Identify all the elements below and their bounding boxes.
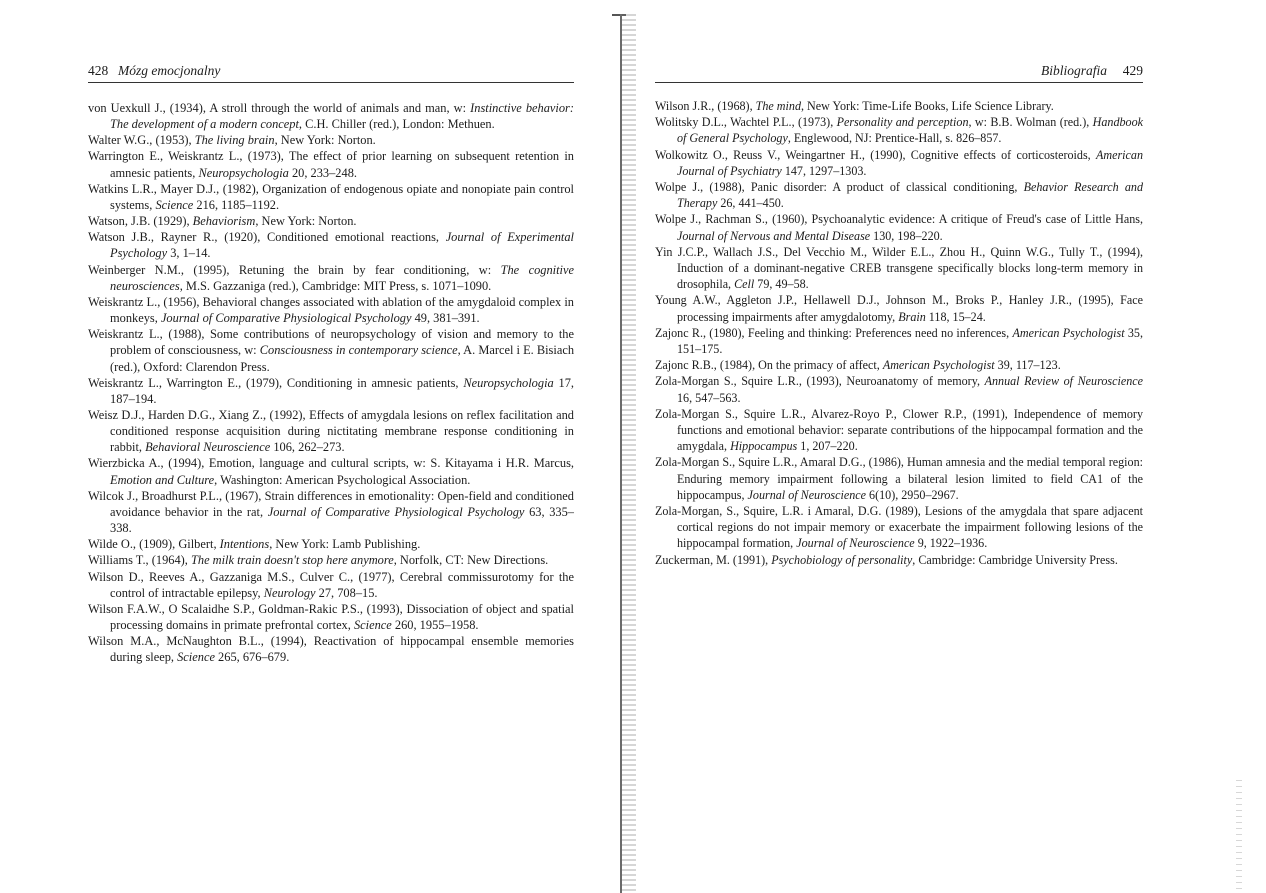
entry-italic-title: Behavioral Neuroscience — [145, 440, 271, 455]
entry-text: Yin J.C.P., Wallach J.S., Del Vecchio M., Wilder E.L., Zhou H., Quinn W.G., Tully T., (1994), Induction of a dominant-negative CREB transgene specifically blocks long-term memory in drosophila, — [655, 244, 1143, 292]
entry-text: 26, 441–450. — [717, 196, 784, 211]
running-title-right: Bibliografia — [1040, 63, 1107, 78]
entry-text: , Englewood, NJ: Prentice-Hall, s. 826–857. — [787, 131, 1002, 146]
entry-italic-title: Journal of Experimental Psychology — [110, 230, 574, 261]
entry-text: 118, 15–24. — [925, 309, 986, 324]
bibliography-entry — [88, 455, 574, 487]
entry-text: Wierzbicka A., (1994), Emotion, language and cultural scripts, w: S. Kitayama i H.R. Marcus, — [88, 456, 574, 471]
entry-italic-title: Behaviorism — [192, 214, 256, 229]
entry-text: 35, 151–175. — [677, 325, 1143, 357]
entry-text: Young A.W., Aggleton J.P., Hellawell D.J., Johnson M., Broks P., Hanley J.R., (1995), Face processing impairments after amygdalotomy, — [655, 293, 1143, 324]
entry-text: 130, 198–220. — [870, 228, 943, 243]
bibliography-entry — [88, 100, 574, 132]
entry-italic-title: Neurology — [263, 585, 316, 600]
bibliography-entry — [88, 262, 574, 294]
bibliography-entry — [655, 503, 1143, 552]
running-title-left: Mózg emocjonalny — [118, 63, 221, 78]
bibliography-entry — [88, 407, 574, 455]
entry-italic-title: American Psychologist — [1012, 325, 1125, 340]
entry-italic-title: Instinctive behavior: The development of a modern concept — [110, 101, 574, 132]
bibliography-entry — [88, 375, 574, 407]
bibliography-entry — [655, 454, 1143, 503]
entry-text: , w: B.B. Wolman (red.), — [968, 115, 1093, 130]
bibliography-entry — [655, 325, 1143, 357]
entry-italic-title: Science — [353, 618, 392, 632]
bibliography-list-right — [655, 98, 1143, 568]
entry-text: , New York: Norton. — [274, 133, 376, 148]
entry-text: 260, 1955–1958. — [391, 618, 479, 632]
entry-italic-title: The cognitive neurosciences — [110, 262, 574, 293]
entry-text: Wilde O., (1909), Gilbert, — [88, 537, 220, 552]
entry-text: Watson, J.B. (1929), — [88, 214, 193, 229]
gutter-shadow — [622, 14, 636, 893]
bibliography-entry — [88, 213, 574, 229]
scan-edge-marks — [1236, 780, 1242, 890]
bibliography-entry — [655, 179, 1143, 211]
entry-italic-title: Behavior Research and Therapy — [677, 180, 1143, 211]
entry-italic-title: Psychobiology of personality — [771, 552, 913, 567]
entry-italic-title: American Psychologist — [882, 358, 995, 373]
entry-text: 79, 49–58. — [754, 277, 809, 292]
entry-italic-title: Science — [177, 650, 215, 665]
entry-text: , M.S. Gazzaniga (red.), Cambridge: MIT Press, s. 1071–1090. — [179, 278, 492, 293]
entry-italic-title: Personality and perception — [836, 115, 969, 130]
entry-italic-title: Science — [155, 197, 194, 212]
bibliography-entry — [655, 211, 1143, 243]
page-number-right: 429 — [1122, 63, 1143, 78]
entry-text: Zola-Morgan S., Squire L.R., Amaral D.G., (1986), Human amnesia and the medial temporal region: Enduring memory impairment following a bilateral lesion limited to field CA1 of the hippocampus, — [655, 455, 1143, 502]
entry-text: , New York: Norton. — [255, 214, 357, 229]
entry-italic-title: Intentions — [219, 537, 270, 552]
entry-italic-title: American Journal of Psychiatry — [677, 147, 1143, 178]
book-gutter — [612, 14, 638, 893]
entry-italic-title: The living brain — [194, 133, 275, 148]
entry-text: Weinberger N.M., (1995), Retuning the brain by fear conditioning, w: — [88, 262, 501, 277]
bibliography-entry — [88, 633, 574, 665]
entry-italic-title: Journal of Neuroscience — [796, 536, 915, 551]
bibliography-entry — [655, 552, 1143, 568]
bibliography-entry — [655, 373, 1143, 405]
entry-text: Walter W.G., (1953), — [88, 133, 195, 148]
bibliography-list-left — [88, 100, 574, 665]
bibliography-entry — [88, 536, 574, 552]
entry-text: 9, 1922–1936. — [914, 536, 988, 551]
entry-text: von Uexkull J., (1934), A stroll through the world of animals and man, w: — [88, 101, 471, 115]
bibliography-entry — [655, 244, 1143, 293]
entry-italic-title: Cell — [734, 277, 755, 292]
entry-italic-title: Hippocampus — [730, 439, 798, 454]
entry-text: 1, 207–220. — [797, 439, 858, 454]
entry-italic-title: Brain — [898, 309, 926, 324]
entry-text: Wolkowitz O., Reuss V., Weingartner H., (1990), Cognitive effects of corticosteroids, — [655, 147, 1096, 162]
entry-text: 147, 1297–1303. — [781, 163, 867, 178]
entry-text: 39, 117–123. — [994, 358, 1061, 373]
entry-text: , Cambridge: Cambridge University Press. — [912, 552, 1118, 567]
entry-text: Wilson D., Reeves A., Gazzaniga M.S., Culver C., (1977), Cerebral commissurotomy for the control of intractable epilepsy, — [88, 569, 574, 600]
bibliography-entry — [88, 326, 574, 374]
bibliography-entry — [88, 294, 574, 326]
bibliography-entry — [88, 488, 574, 536]
entry-text: Zola-Morgan S., Squire L.R., Alvarez-Royo P., Clower R.P., (1991), Independence of memory functions and emotional behavior: separate contributions of the hippocampal formation and the amygdala, — [655, 406, 1143, 454]
entry-text: Wilson J.R., (1968), — [655, 99, 756, 113]
entry-text: Zajonc R.B., (1984), On the primacy of affect, — [655, 358, 883, 373]
entry-text: , Washington: American Psychological Association. — [214, 472, 471, 487]
entry-text: 6(10), 2950–2967. — [866, 487, 959, 502]
entry-italic-title: Journal of Neuroscience — [747, 487, 866, 502]
entry-text: , Norfolk, CT: New Directions. — [393, 553, 549, 568]
bibliography-entry — [88, 569, 574, 601]
bibliography-entry — [88, 552, 574, 568]
entry-text: Wolpe J., (1988), Panic disorder: A product of classical conditioning, — [655, 180, 1024, 195]
entry-text: Zajonc R., (1980), Feeling and thinking: Preferences need no inferences, — [655, 325, 1013, 340]
entry-text: 106, 262–273. — [270, 440, 345, 455]
entry-text: 216, 1185–1192. — [193, 197, 280, 212]
entry-italic-title: Neuropsychologia — [198, 165, 289, 180]
entry-italic-title: The mind — [755, 99, 801, 113]
entry-text: 265, 676–679. — [214, 650, 290, 665]
bibliography-entry — [655, 98, 1143, 114]
entry-text: Warrington E., Weiskrantz L., (1973), The effect of prior learning on subsequent retention in amnesic patients, — [88, 149, 574, 180]
bibliography-entry — [655, 292, 1143, 324]
bibliography-entry — [88, 132, 574, 148]
bibliography-entry — [655, 147, 1143, 179]
entry-italic-title: Journal of Comparative Physiological Psychology — [160, 311, 412, 326]
entry-text: Watkins L.R., Mayer D.J., (1982), Organization of endogenous opiate and nonopiate pain control systems, — [88, 181, 574, 212]
entry-italic-title: The milk train doesn't stop here anymore — [190, 553, 394, 568]
entry-italic-title: Neuropsychologia — [463, 375, 554, 390]
entry-text: , New York: Time-Life Books, Life Science Library. — [801, 99, 1054, 113]
entry-text: , A. Marcel i E. Bisiach (red.), Oxford: Clarendon Press. — [110, 343, 575, 374]
running-head-left — [88, 62, 574, 83]
entry-text: , C.H. Chiller (red.), London: Methuen. — [298, 117, 495, 132]
entry-text: Weiskrantz L., (1988), Some contributions of neuropsychology of vision and memory to the problem of consciousness, w: — [88, 327, 574, 358]
entry-text: Zola-Morgan S., Squire L.R., (1993), Neuroanatomy of memory, — [655, 374, 985, 389]
entry-text: Watson J.B., Rayner R., (1920), Conditioned emotional reactions, — [88, 230, 446, 245]
page-number-left: 428 — [88, 63, 109, 78]
entry-text: 16, 547–563. — [677, 390, 741, 405]
entry-text: Weiskrantz L., Warrington E., (1979), Conditioning in amnesic patients, — [88, 375, 464, 390]
entry-text: 3, 1–14. — [167, 246, 211, 261]
entry-text: Williams T., (1964), — [88, 553, 191, 568]
entry-italic-title: Annual Review of Neuroscience — [984, 374, 1143, 389]
bibliography-entry — [88, 601, 574, 633]
entry-text: Weisz D.J., Harden D.G., Xiang Z., (1992), Effects of amygdala lesions on reflex facilitation and conditioned response acquisition during nictitating membrane response conditioning in rabbit, — [88, 407, 574, 455]
entry-text: 27, 708–15. — [315, 585, 378, 600]
entry-italic-title: Consciousness in contemporary science — [259, 343, 458, 358]
bibliography-entry — [655, 406, 1143, 455]
entry-text: Wilson F.A.W., O Scalaidhe S.P., Goldman-Rakic P.S., (1993), Dissociation of object and spatial processing domains in primate prefrontal cortex, — [88, 601, 574, 632]
bibliography-entry — [88, 181, 574, 213]
entry-text: Wolpe J., Rachman S., (1960), Psychoanalytic evidence: A critique of Freud's case of Little Hans, — [655, 212, 1143, 227]
entry-italic-title: Handbook of General Psychology — [677, 115, 1144, 146]
entry-text: Wolitsky D.L., Wachtel P.L., (1973), — [655, 115, 837, 130]
entry-text: , New York: Lamb Publishing. — [269, 537, 421, 552]
bibliography-entry — [88, 148, 574, 180]
bibliography-entry — [88, 229, 574, 261]
bibliography-entry — [655, 357, 1143, 373]
entry-text: 20, 233–248. — [288, 165, 357, 180]
entry-italic-title: Emotion and Culture — [110, 472, 215, 487]
entry-text: Weiskrantz L., (1956), Behavioral changes associated with ablation of the amygdaloid complex in monkeys, — [88, 294, 574, 326]
bibliography-entry — [655, 114, 1143, 146]
entry-italic-title: Journal of Comparative Physiological Psychology — [267, 504, 525, 519]
entry-text: 17, 187–194. — [110, 375, 574, 406]
entry-text: Zuckerman, M. (1991), — [655, 552, 772, 567]
running-head-right — [655, 62, 1143, 83]
entry-text: 49, 381–391. — [411, 311, 480, 326]
entry-text: Zola-Morgan, S., Squire, L.R. i Amaral, D.G. (1989), Lesions of the amygdala that spare adjacent cortical regions do not impair memory or exacerbate the impairment following lesions of the hippocampal formation, — [655, 504, 1143, 551]
entry-italic-title: Journal of Nervous and Mental Disease — [677, 228, 871, 243]
entry-text: 63, 335–338. — [110, 504, 574, 536]
entry-text: Wilcok J., Broadhurst P.L., (1967), Strain differences in emotionality: Open-field and conditioned avoidance behavior in the rat, — [88, 488, 574, 519]
entry-text: Wilson M.A., McNaughton B.L., (1994), Reactivation of hippocampal ensemble memories during sleep, — [88, 634, 574, 665]
